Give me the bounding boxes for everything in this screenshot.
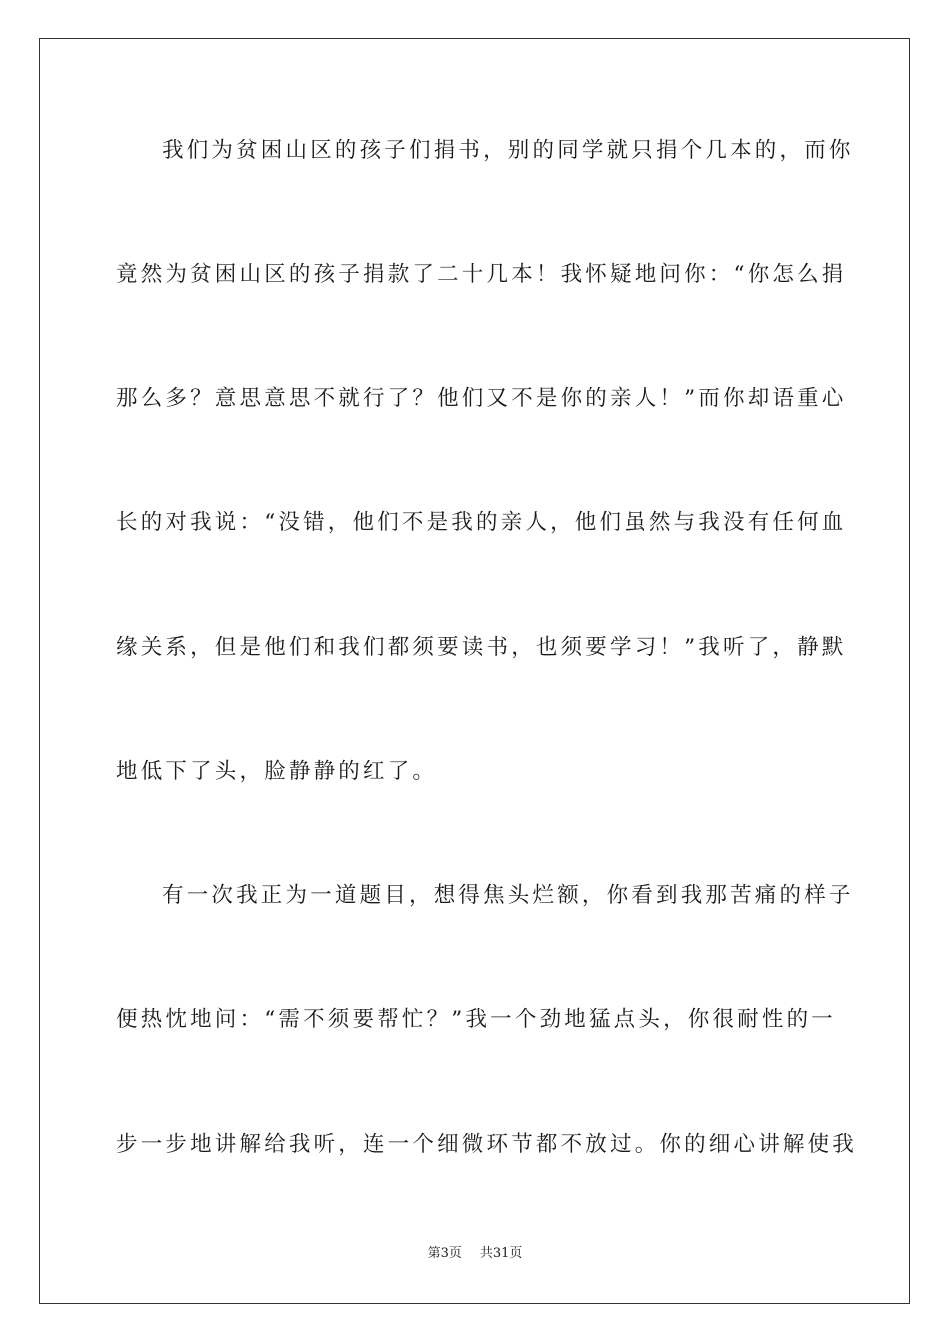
total-pages: 共31页 — [479, 1246, 523, 1261]
paragraph-1-line-5: 缘关系，但是他们和我们都须要读书，也须要学习！”我听了，静默 — [116, 635, 847, 660]
paragraph-2-line-3: 步一步地讲解给我听，连一个细微环节都不放过。你的细心讲解使我 — [116, 1132, 858, 1157]
paragraph-2-line-1: 有一次我正为一道题目，想得焦头烂额，你看到我那苦痛的样子 — [162, 883, 854, 908]
paragraph-1-line-6: 地低下了头，脸静静的红了。 — [116, 759, 438, 784]
page-footer — [0, 1245, 950, 1263]
paragraph-1-line-2: 竟然为贫困山区的孩子捐款了二十几本！我怀疑地问你：“你怎么捐 — [116, 262, 847, 287]
paragraph-2-line-2: 便热忱地问：“需不须要帮忙？”我一个劲地猛点头，你很耐性的一 — [116, 1007, 836, 1032]
paragraph-1-line-1: 我们为贫困山区的孩子们捐书，别的同学就只捐个几本的，而你 — [162, 138, 854, 163]
page-border — [39, 38, 910, 1304]
page-number: 第3页 — [427, 1246, 462, 1261]
paragraph-1-line-4: 长的对我说：“没错，他们不是我的亲人，他们虽然与我没有任何血 — [116, 510, 847, 535]
paragraph-1-line-3: 那么多？意思意思不就行了？他们又不是你的亲人！”而你却语重心 — [116, 386, 847, 411]
